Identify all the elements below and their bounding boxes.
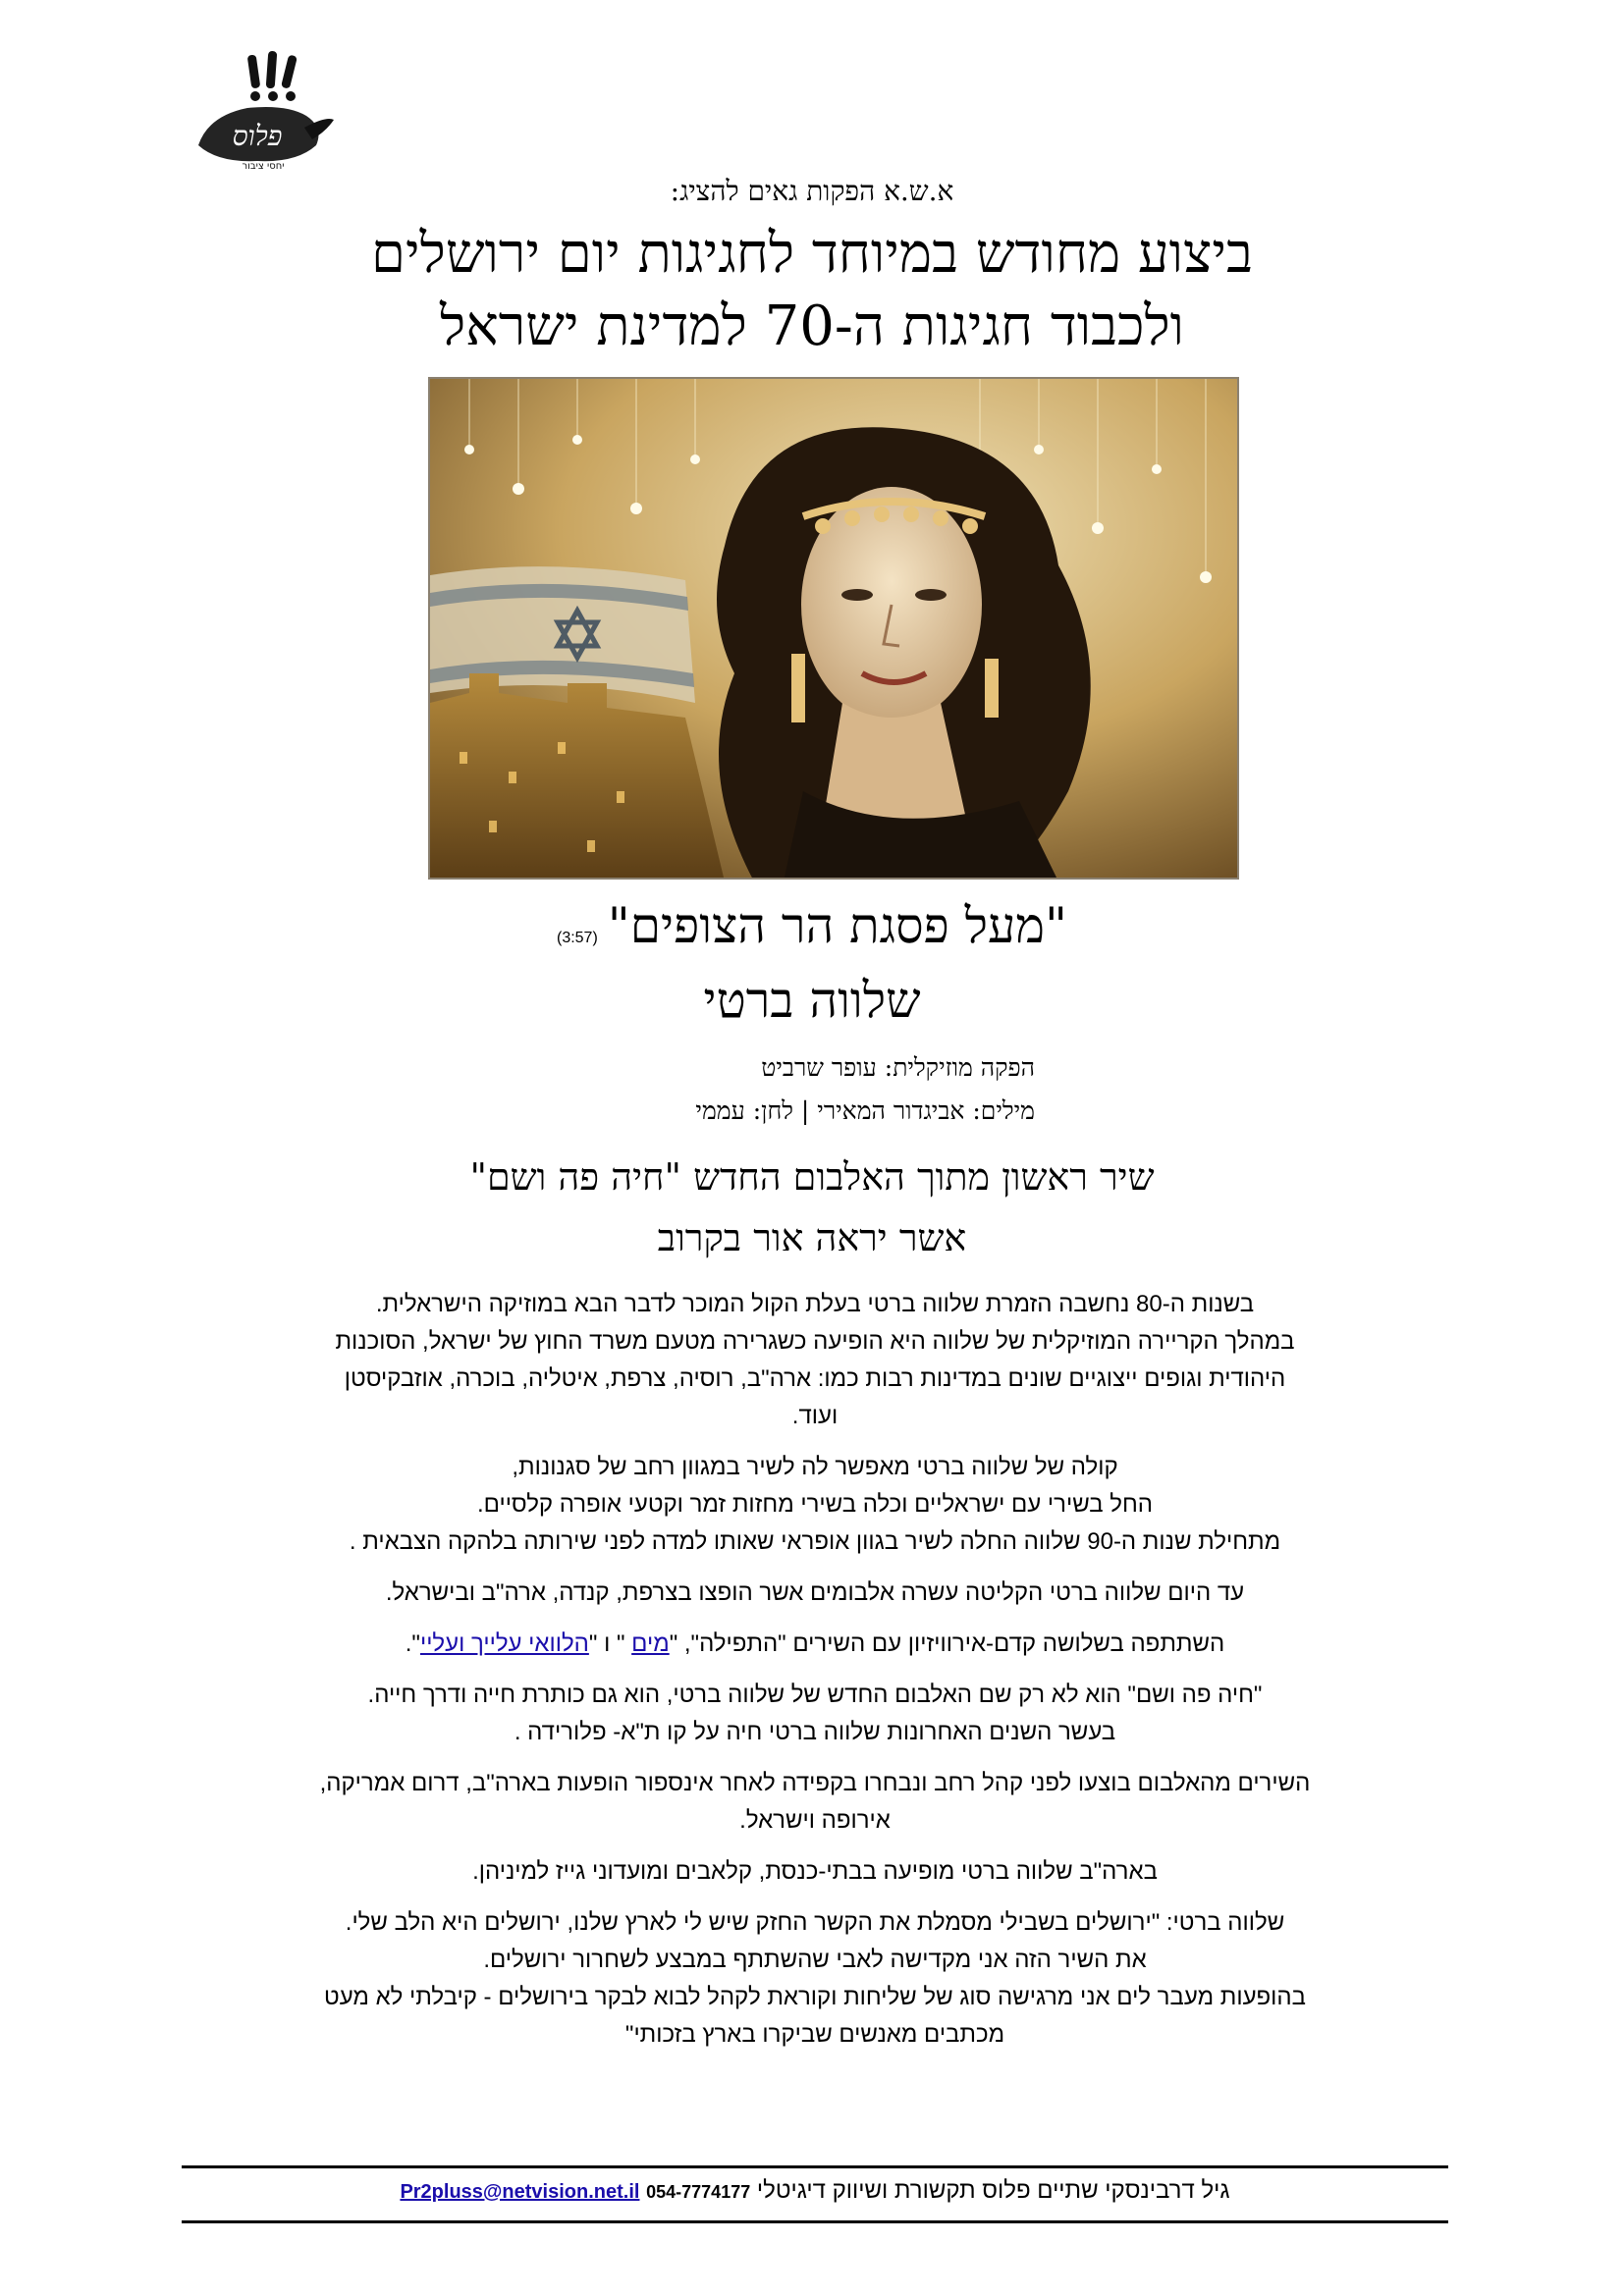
album-line-1: שיר ראשון מתוך האלבום החדש "חיה פה ושם" bbox=[469, 1155, 1155, 1199]
text-line: שלווה ברטי: "ירושלים בשבילי מסמלת את הקשר החזק שיש לי לארץ שלנו, ירושלים היא הלב שלי. bbox=[345, 1909, 1285, 1936]
paragraph bbox=[245, 1575, 1384, 1612]
text-line: ועוד. bbox=[791, 1403, 839, 1429]
text-line: עד היום שלווה ברטי הקליטה עשרה אלבומים אשר הופצו בצרפת, קנדה, ארה"ב ובישראל. bbox=[385, 1579, 1245, 1606]
text-line: השתתפה בשלושה קדם-אירוויזיון עם השירים "התפילה", " bbox=[669, 1630, 1225, 1657]
production-credit: הפקה מוזיקלית: עופר שרביט bbox=[761, 1053, 1035, 1082]
intro-line: א.ש.א הפקות גאים להציג: bbox=[670, 175, 954, 207]
logo-brand-text: פלוס bbox=[232, 120, 283, 152]
paragraph bbox=[245, 1765, 1384, 1840]
text-line: בהופעות מעבר לים אני מרגישה סוג של שליחות וקוראת לקהל לבוא לבקר בירושלים - קיבלתי לא מעט bbox=[324, 1984, 1306, 2010]
artist-photo bbox=[428, 377, 1239, 880]
lyrics-music-credit: מילים: אביגדור המאירי | לחן: עממי bbox=[695, 1096, 1035, 1125]
text-line: במהלך הקריירה המוזיקלית של שלווה היא הופיעה כשגרירה מטעם משרד החוץ של ישראל, הסוכנות bbox=[335, 1328, 1295, 1355]
text-line: את השיר הזה אני מקדישה לאבי שהשתתף במבצע לשחרור ירושלים. bbox=[483, 1947, 1147, 1973]
contact-phone: 054-7774177 bbox=[646, 2182, 751, 2202]
song-duration: (3:57) bbox=[556, 930, 598, 946]
text-line: ". bbox=[405, 1630, 420, 1657]
headline-line-1: ביצוע מחודש במיוחד לחגיגות יום ירושלים bbox=[371, 222, 1253, 286]
text-line: מתחילת שנות ה-90 שלווה החלה לשיר בגוון אופראי שאותו למדה לפני שירותה בלהקה הצבאית . bbox=[349, 1528, 1281, 1555]
paragraph bbox=[245, 1853, 1384, 1891]
text-line: מכתבים מאנשים שביקרו בארץ בזכותי" bbox=[624, 2021, 1005, 2048]
contact-name: גיל דרבינסקי שתיים פלוס תקשורת ושיווק דיגיטלי bbox=[756, 2177, 1230, 2204]
paragraph bbox=[245, 1677, 1384, 1751]
footer-bottom-divider bbox=[182, 2220, 1448, 2223]
text-line: היהודית וגופים ייצוגיים שונים במדינות רבות כמו: ארה"ב, רוסיה, צרפת, איטליה, בוכרה, אוזבקיסטן bbox=[344, 1365, 1286, 1392]
text-line: "חיה פה ושם" הוא לא רק שם האלבום החדש של שלווה ברטי, הוא גם כותרת חייה ודרך חייה. bbox=[367, 1682, 1263, 1708]
album-announcement bbox=[0, 1147, 1624, 1268]
footer-top-divider bbox=[182, 2165, 1448, 2168]
song-title bbox=[0, 897, 1624, 954]
text-line: השירים מהאלבום בוצעו לפני קהל רחב ונבחרו בקפידה לאחר אינספור הופעות בארה"ב, דרום אמריקה, bbox=[319, 1770, 1311, 1796]
company-logo bbox=[179, 47, 336, 175]
album-line-2: אשר יראה אור בקרוב bbox=[657, 1216, 967, 1259]
text-line: בעשר השנים האחרונות שלווה ברטי חיה על קו ת"א- פלורידה . bbox=[514, 1719, 1116, 1745]
paragraph bbox=[245, 1449, 1384, 1561]
body-text bbox=[245, 1286, 1384, 2067]
contact-email-link[interactable]: Pr2pluss@netvision.net.il bbox=[400, 2181, 640, 2203]
text-line: " ו " bbox=[588, 1630, 632, 1657]
text-line: החל בשירי עם ישראליים וכלה בשירי מחזות זמר וקטעי אופרה קלסיים. bbox=[477, 1491, 1153, 1518]
paragraph bbox=[245, 1904, 1384, 2054]
text-line: בשנות ה-80 נחשבה הזמרת שלווה ברטי בעלת הקול המוכר לדבר הבא במוזיקה הישראלית. bbox=[375, 1291, 1255, 1317]
logo-tagline: יחסי ציבור bbox=[242, 161, 285, 172]
artist-name: שלווה ברטי bbox=[703, 972, 921, 1029]
song-link-mayim[interactable]: מים bbox=[631, 1630, 670, 1657]
credits bbox=[446, 1046, 1035, 1133]
text-line: אירופה וישראל. bbox=[739, 1807, 891, 1834]
page-title bbox=[0, 218, 1624, 363]
song-name: "מעל פסגת הר הצופים" bbox=[607, 897, 1067, 954]
headline-line-2: ולכבוד חגיגות ה-70 למדינת ישראל bbox=[439, 294, 1185, 358]
paragraph bbox=[245, 1626, 1384, 1663]
song-link-halevai[interactable]: הלוואי עלייך ועליי bbox=[419, 1630, 589, 1657]
text-line: קולה של שלווה ברטי מאפשר לה לשיר במגוון רחב של סגנונות, bbox=[512, 1454, 1118, 1480]
text-line: בארה"ב שלווה ברטי מופיעה בבתי-כנסת, קלאבים ומועדוני גייז למיניהן. bbox=[472, 1858, 1158, 1885]
paragraph bbox=[245, 1286, 1384, 1435]
footer-contact bbox=[182, 2177, 1448, 2205]
